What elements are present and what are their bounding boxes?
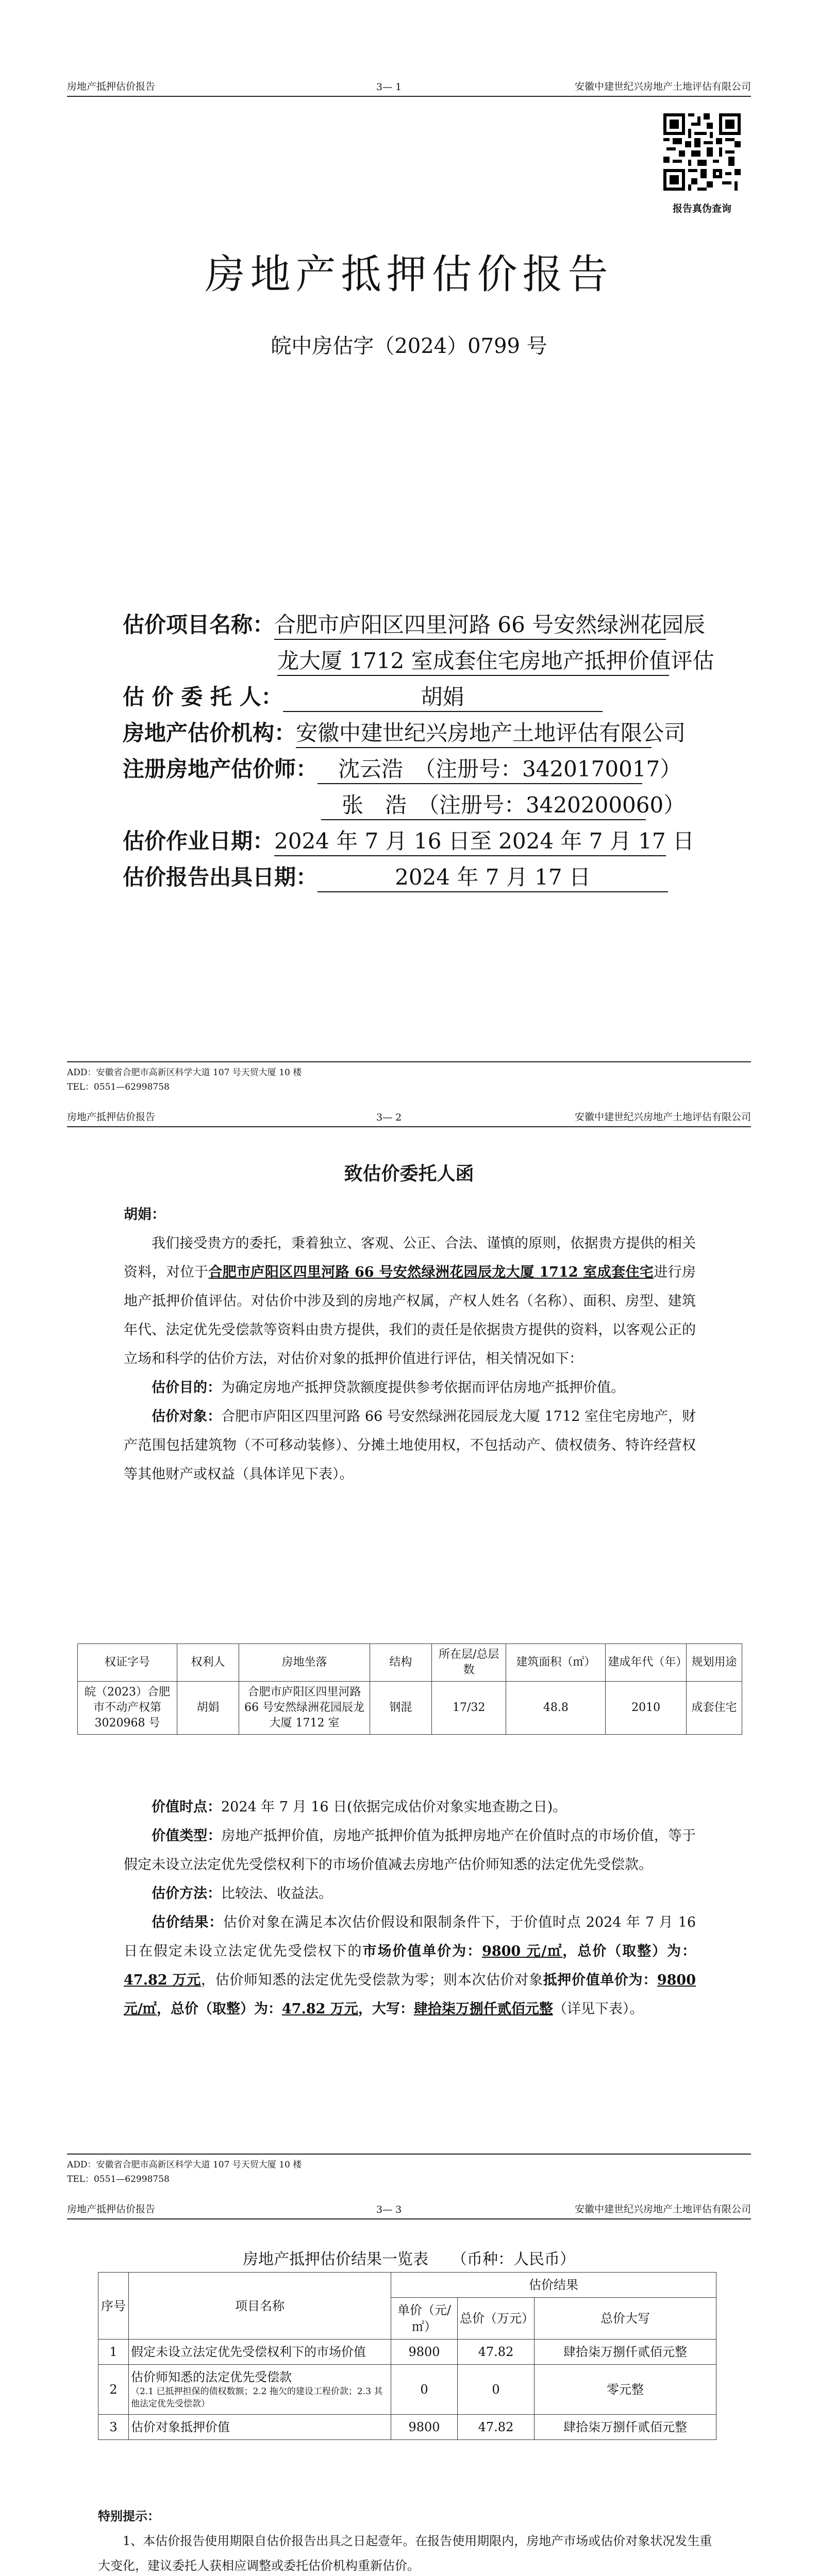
header-company: 安徽中建世纪兴房地产土地评估有限公司	[574, 1111, 751, 1123]
cell-structure: 钢混	[370, 1682, 431, 1735]
result-text-h: （详见下表）。	[553, 2001, 644, 2017]
qr-code-icon[interactable]	[663, 113, 741, 191]
notes-title: 特别提示：	[98, 2509, 160, 2523]
intro-a: 我们接受贵方的委托，秉着独立、客观、公正、合法、谨慎的原则，依据贵方提供的相关资料，对位于	[124, 1235, 696, 1280]
work-date-label: 估价作业日期：	[123, 828, 275, 854]
cell-floor: 17/32	[431, 1682, 506, 1735]
col-floor: 所在层/总层数	[431, 1644, 506, 1682]
cell-owner: 胡娟	[177, 1682, 239, 1735]
value-date-text: 2024 年 7 月 16 日(依据完成估价对象实地查勘之日)。	[221, 1799, 567, 1815]
cover-page	[0, 0, 818, 1103]
footer-address: ADD：安徽省合肥市高新区科学大道 107 号天贸大厦 10 楼	[67, 1067, 302, 1078]
col-unit: 单价（元/㎡）	[391, 2298, 458, 2340]
letter-body	[124, 1200, 696, 1489]
appraiser-label: 注册房地产估价师：	[123, 756, 318, 782]
rights-table-wrap	[77, 1643, 742, 1735]
col-cert: 权证字号	[78, 1644, 177, 1682]
object-paragraph	[124, 1402, 696, 1489]
row-no: 2	[98, 2365, 129, 2415]
method-text: 比较法、收益法。	[221, 1886, 332, 1902]
header-page-number: 3— 3	[376, 2204, 402, 2215]
intro-c: 进行房地产抵押价值评估。对估价中涉及到的房地产权属，产权人姓名（名称）、面积、房型、建筑年代、法定优先受偿款等资料由贵方提供，我们的责任是依据贵方提供的资料，以客观公正的立场和科学的估价方法，对估价对象的抵押价值进行评估，相关情况如下：	[124, 1264, 696, 1367]
row-no: 3	[98, 2415, 129, 2440]
agency-label: 房地产估价机构：	[123, 720, 296, 745]
table-row	[98, 2415, 716, 2440]
mortgage-unit-price: 9800 元/㎡	[124, 1972, 696, 2017]
footer-tel: TEL：0551—62998758	[67, 2174, 170, 2184]
letter-title: 致估价委托人函	[344, 1163, 474, 1184]
header-company: 安徽中建世纪兴房地产土地评估有限公司	[574, 81, 751, 92]
project-line-2: 龙大厦 1712 室成套住宅房地产抵押价值评估	[277, 644, 669, 676]
summary-title-text: 房地产抵押估价结果一览表	[243, 2250, 428, 2268]
value-type-text: 房地产抵押价值，房地产抵押价值为抵押房地产在价值时点的市场价值，等于假定未设立法定优先受偿权利下的市场价值减去房地产估价师知悉的法定优先受偿款。	[124, 1828, 696, 1873]
col-structure: 结构	[370, 1644, 431, 1682]
row-upper: 肆拾柒万捌仟贰佰元整	[535, 2415, 716, 2440]
summary-title	[0, 2246, 818, 2269]
row-upper: 零元整	[535, 2365, 716, 2415]
cover-title: 房地产抵押估价报告	[205, 251, 613, 298]
header-company: 安徽中建世纪兴房地产土地评估有限公司	[574, 2204, 751, 2215]
project-line-1: 合肥市庐阳区四里河路 66 号安然绿洲花园辰	[274, 608, 666, 640]
row-total: 47.82	[458, 2415, 535, 2440]
project-label: 估价项目名称：	[123, 612, 275, 637]
table-row	[78, 1682, 742, 1735]
result-text-b: 市场价值单价为：	[362, 1943, 482, 1959]
cell-use: 成套住宅	[686, 1682, 742, 1735]
cell-year: 2010	[606, 1682, 687, 1735]
result-text-f: ，总价（取整）为：	[156, 2001, 282, 2017]
mortgage-total-price: 47.82 万元	[281, 2001, 358, 2017]
value-type-paragraph	[124, 1822, 696, 1879]
summary-header-row	[98, 2273, 716, 2298]
cell-location: 合肥市庐阳区四里河路 66 号安然绿洲花园辰龙大厦 1712 室	[239, 1682, 370, 1735]
qr-label: 报告真伪查询	[672, 203, 731, 214]
object-label: 估价对象：	[152, 1409, 222, 1425]
cell-area: 48.8	[506, 1682, 606, 1735]
col-use: 规划用途	[686, 1644, 742, 1682]
object-text: 合肥市庐阳区四里河路 66 号安然绿洲花园辰龙大厦 1712 室住宅房地产，财产范围包括建筑物（不可移动装修）、分摊土地使用权，不包括动产、债权债务、特许经营权等其他财产或权益（具体详见下表）。	[124, 1409, 696, 1482]
row-item-text: 估价师知悉的法定优先受偿款	[131, 2370, 292, 2384]
market-unit-price: 9800 元/㎡	[482, 1943, 563, 1959]
agency-name: 安徽中建世纪兴房地产土地评估有限公司	[296, 716, 652, 748]
col-area: 建筑面积（㎡）	[506, 1644, 606, 1682]
appraiser-1: 沈云浩 （注册号：3420170017）	[318, 752, 642, 784]
col-location: 房地坐落	[239, 1644, 370, 1682]
summary-page	[0, 2195, 818, 2576]
result-text-c: ，总价（取整）为：	[562, 1943, 696, 1959]
letter-body-2	[124, 1793, 696, 2024]
row-total: 47.82	[458, 2340, 535, 2365]
row-no: 1	[98, 2340, 129, 2365]
work-date: 2024 年 7 月 16 日至 2024 年 7 月 17 日	[274, 824, 666, 856]
value-type-label: 价值类型：	[152, 1828, 222, 1844]
result-text-d: ，估价师知悉的法定优先受偿款为零；则本次估价对象	[201, 1972, 543, 1988]
table-row	[98, 2340, 716, 2365]
page-header	[67, 77, 751, 97]
purpose-label: 估价目的：	[152, 1380, 221, 1396]
client-label: 估 价 委 托 人：	[123, 684, 283, 709]
col-year: 建成年代（年）	[606, 1644, 687, 1682]
summary-table	[98, 2272, 716, 2440]
letter-page	[0, 1103, 818, 2195]
special-notes	[98, 2504, 716, 2576]
rights-table	[77, 1643, 742, 1735]
row-unit: 9800	[391, 2340, 458, 2365]
method-paragraph	[124, 1879, 696, 1908]
client-name: 胡娟	[283, 680, 603, 712]
result-paragraph	[124, 1908, 696, 2024]
page-header	[67, 1108, 751, 1127]
result-text-e: 抵押价值单价为：	[543, 1972, 657, 1988]
header-left: 房地产抵押估价报告	[67, 2204, 156, 2215]
row-unit: 9800	[391, 2415, 458, 2440]
footer-address: ADD：安徽省合肥市高新区科学大道 107 号天贸大厦 10 楼	[67, 2160, 302, 2170]
col-total: 总价（万元）	[458, 2298, 535, 2340]
row-item: 估价对象抵押价值	[129, 2415, 391, 2440]
salutation: 胡娟：	[124, 1207, 165, 1223]
market-total-price: 47.82 万元	[124, 1972, 201, 1988]
col-upper: 总价大写	[535, 2298, 716, 2340]
row-total: 0	[458, 2365, 535, 2415]
summary-currency: （币种：人民币）	[459, 2250, 575, 2268]
issue-date: 2024 年 7 月 17 日	[318, 860, 668, 892]
note-1: 1、本估价报告使用期限自估价报告出具之日起壹年。在报告使用期限内，房地产市场或估价对象状况发生重大变化，建议委托人获相应调整或委托估价机构重新估价。	[98, 2534, 712, 2573]
cell-cert: 皖（2023）合肥市不动产权第 3020968 号	[78, 1682, 177, 1735]
row-item	[129, 2365, 391, 2415]
appraiser-2: 张 浩 （注册号：3420200060）	[321, 788, 646, 820]
result-text-a: 估价对象在满足本次估价假设和限制条件下，于价值时点 2024 年 7 月 16 日在假定未设立法定优先受偿权下的	[124, 1914, 696, 1959]
result-text-g: ，大写：	[358, 2001, 414, 2017]
purpose-paragraph	[124, 1374, 696, 1402]
row-upper: 肆拾柒万捌仟贰佰元整	[535, 2340, 716, 2365]
row-item-sub: （2.1 已抵押担保的债权数额；2.2 拖欠的建设工程价款；2.3 其他法定优先受偿款）	[131, 2386, 383, 2409]
footer-tel: TEL：0551—62998758	[67, 1082, 170, 1092]
page-header	[67, 2200, 751, 2219]
result-label: 估价结果：	[152, 1914, 223, 1930]
header-left: 房地产抵押估价报告	[67, 1111, 156, 1123]
value-date-paragraph	[124, 1793, 696, 1822]
col-no: 序号	[98, 2273, 129, 2340]
page-footer	[67, 1061, 751, 1094]
mortgage-total-upper: 肆拾柒万捌仟贰佰元整	[413, 2001, 553, 2017]
row-item: 假定未设立法定优先受偿权利下的市场价值	[129, 2340, 391, 2365]
header-page-number: 3— 2	[376, 1112, 402, 1123]
header-left: 房地产抵押估价报告	[67, 81, 156, 92]
table-header-row	[78, 1644, 742, 1682]
table-row	[98, 2365, 716, 2415]
intro-paragraph	[124, 1229, 696, 1374]
issue-date-label: 估价报告出具日期：	[123, 865, 318, 890]
value-date-label: 价值时点：	[152, 1799, 221, 1815]
header-page-number: 3— 1	[376, 81, 402, 93]
col-owner: 权利人	[177, 1644, 239, 1682]
report-number: 皖中房估字（2024）0799 号	[271, 334, 547, 358]
page-footer	[67, 2154, 751, 2187]
purpose-text: 为确定房地产抵押贷款额度提供参考依据而评估房地产抵押价值。	[221, 1380, 625, 1396]
method-label: 估价方法：	[152, 1886, 221, 1902]
col-result: 估价结果	[391, 2273, 716, 2298]
col-item: 项目名称	[129, 2273, 391, 2340]
property-address: 合肥市庐阳区四里河路 66 号安然绿洲花园辰龙大厦 1712 室成套住宅	[208, 1264, 654, 1280]
row-unit: 0	[391, 2365, 458, 2415]
